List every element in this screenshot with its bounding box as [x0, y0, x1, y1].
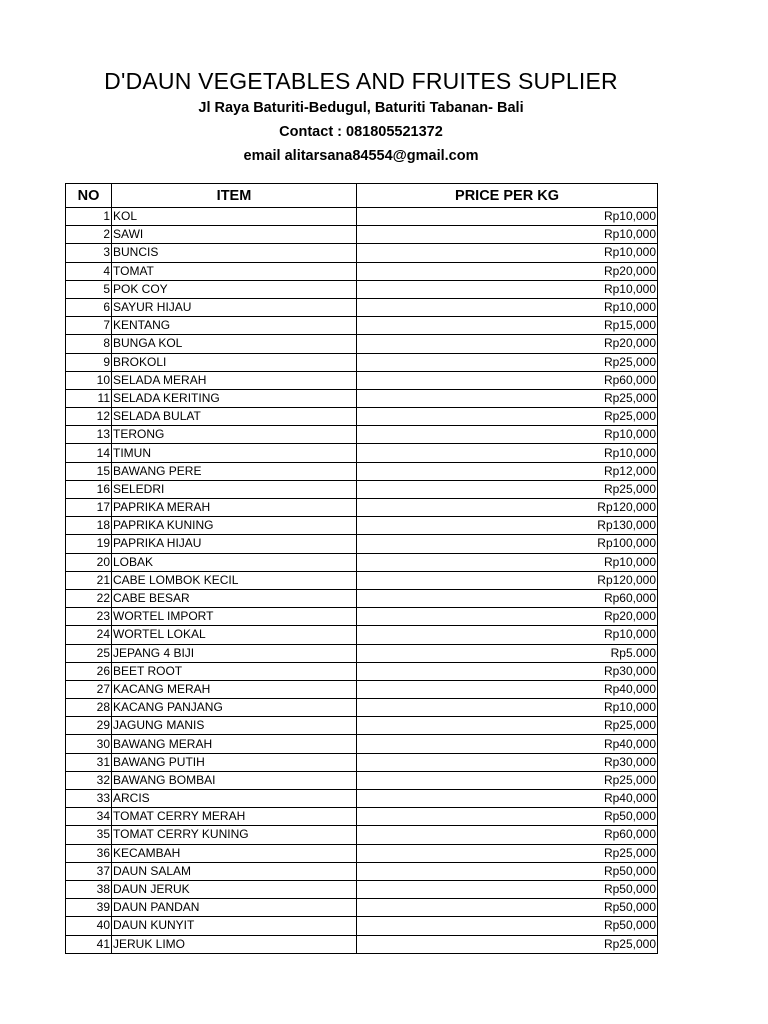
item-name-cell: BAWANG PERE	[112, 462, 357, 480]
item-name-cell: BROKOLI	[112, 353, 357, 371]
item-name-cell: BAWANG MERAH	[112, 735, 357, 753]
row-number-cell: 39	[66, 899, 112, 917]
item-name-cell: TOMAT CERRY MERAH	[112, 808, 357, 826]
row-number-cell: 38	[66, 880, 112, 898]
table-row	[66, 499, 658, 517]
row-number-cell: 28	[66, 699, 112, 717]
table-row	[66, 935, 658, 953]
table-row	[66, 844, 658, 862]
row-number-cell: 27	[66, 680, 112, 698]
item-name-cell: PAPRIKA KUNING	[112, 517, 357, 535]
table-row	[66, 408, 658, 426]
price-cell: Rp5.000	[357, 644, 658, 662]
row-number-cell: 25	[66, 644, 112, 662]
price-cell: Rp130,000	[357, 517, 658, 535]
table-row	[66, 444, 658, 462]
table-row	[66, 462, 658, 480]
table-row	[66, 517, 658, 535]
table-row	[66, 535, 658, 553]
table-row	[66, 717, 658, 735]
price-cell: Rp40,000	[357, 735, 658, 753]
table-row	[66, 753, 658, 771]
item-name-cell: KOL	[112, 208, 357, 226]
item-name-cell: KENTANG	[112, 317, 357, 335]
item-name-cell: ARCIS	[112, 790, 357, 808]
table-row	[66, 280, 658, 298]
price-cell: Rp60,000	[357, 589, 658, 607]
table-row	[66, 626, 658, 644]
table-row	[66, 244, 658, 262]
table-row	[66, 826, 658, 844]
item-name-cell: WORTEL LOKAL	[112, 626, 357, 644]
column-header-price: PRICE PER KG	[357, 184, 658, 208]
row-number-cell: 5	[66, 280, 112, 298]
price-cell: Rp50,000	[357, 862, 658, 880]
row-number-cell: 7	[66, 317, 112, 335]
price-cell: Rp50,000	[357, 880, 658, 898]
price-cell: Rp10,000	[357, 280, 658, 298]
table-row	[66, 298, 658, 316]
row-number-cell: 14	[66, 444, 112, 462]
item-name-cell: PAPRIKA MERAH	[112, 499, 357, 517]
table-row	[66, 553, 658, 571]
row-number-cell: 22	[66, 589, 112, 607]
table-row	[66, 226, 658, 244]
item-name-cell: CABE LOMBOK KECIL	[112, 571, 357, 589]
price-cell: Rp40,000	[357, 790, 658, 808]
item-name-cell: SELADA MERAH	[112, 371, 357, 389]
row-number-cell: 15	[66, 462, 112, 480]
document-title: D'DAUN VEGETABLES AND FRUITES SUPLIER	[104, 68, 618, 94]
table-row	[66, 371, 658, 389]
price-cell: Rp10,000	[357, 226, 658, 244]
table-row	[66, 644, 658, 662]
row-number-cell: 40	[66, 917, 112, 935]
table-row	[66, 917, 658, 935]
row-number-cell: 41	[66, 935, 112, 953]
table-row	[66, 699, 658, 717]
price-cell: Rp60,000	[357, 371, 658, 389]
price-cell: Rp10,000	[357, 626, 658, 644]
row-number-cell: 4	[66, 262, 112, 280]
table-row	[66, 571, 658, 589]
price-cell: Rp20,000	[357, 262, 658, 280]
item-name-cell: JERUK LIMO	[112, 935, 357, 953]
table-row	[66, 480, 658, 498]
item-name-cell: JAGUNG MANIS	[112, 717, 357, 735]
row-number-cell: 21	[66, 571, 112, 589]
row-number-cell: 3	[66, 244, 112, 262]
table-row	[66, 335, 658, 353]
table-row	[66, 353, 658, 371]
item-name-cell: LOBAK	[112, 553, 357, 571]
item-name-cell: TERONG	[112, 426, 357, 444]
table-row	[66, 771, 658, 789]
row-number-cell: 30	[66, 735, 112, 753]
item-name-cell: TIMUN	[112, 444, 357, 462]
price-cell: Rp25,000	[357, 844, 658, 862]
table-row	[66, 389, 658, 407]
table-row	[66, 662, 658, 680]
address-line: Jl Raya Baturiti-Bedugul, Baturiti Tabanan- Bali	[198, 100, 524, 116]
item-name-cell: TOMAT	[112, 262, 357, 280]
row-number-cell: 8	[66, 335, 112, 353]
item-name-cell: DAUN KUNYIT	[112, 917, 357, 935]
price-table	[65, 183, 658, 954]
row-number-cell: 35	[66, 826, 112, 844]
price-cell: Rp25,000	[357, 480, 658, 498]
email-line: email alitarsana84554@gmail.com	[243, 148, 479, 164]
row-number-cell: 18	[66, 517, 112, 535]
price-cell: Rp20,000	[357, 335, 658, 353]
row-number-cell: 26	[66, 662, 112, 680]
item-name-cell: SAYUR HIJAU	[112, 298, 357, 316]
price-cell: Rp30,000	[357, 753, 658, 771]
contact-line: Contact : 081805521372	[279, 124, 443, 140]
row-number-cell: 33	[66, 790, 112, 808]
price-cell: Rp120,000	[357, 571, 658, 589]
price-cell: Rp25,000	[357, 771, 658, 789]
table-row	[66, 262, 658, 280]
row-number-cell: 17	[66, 499, 112, 517]
price-cell: Rp30,000	[357, 662, 658, 680]
table-row	[66, 880, 658, 898]
price-cell: Rp50,000	[357, 808, 658, 826]
item-name-cell: BUNCIS	[112, 244, 357, 262]
table-row	[66, 589, 658, 607]
price-cell: Rp60,000	[357, 826, 658, 844]
price-cell: Rp25,000	[357, 717, 658, 735]
item-name-cell: DAUN PANDAN	[112, 899, 357, 917]
item-name-cell: SAWI	[112, 226, 357, 244]
price-cell: Rp25,000	[357, 353, 658, 371]
item-name-cell: BUNGA KOL	[112, 335, 357, 353]
row-number-cell: 13	[66, 426, 112, 444]
item-name-cell: BAWANG BOMBAI	[112, 771, 357, 789]
price-cell: Rp50,000	[357, 917, 658, 935]
item-name-cell: SELADA KERITING	[112, 389, 357, 407]
table-row	[66, 862, 658, 880]
item-name-cell: DAUN JERUK	[112, 880, 357, 898]
item-name-cell: SELADA BULAT	[112, 408, 357, 426]
row-number-cell: 1	[66, 208, 112, 226]
price-cell: Rp40,000	[357, 680, 658, 698]
table-body	[66, 208, 658, 954]
document-header	[0, 66, 722, 168]
row-number-cell: 9	[66, 353, 112, 371]
price-cell: Rp10,000	[357, 298, 658, 316]
price-cell: Rp10,000	[357, 553, 658, 571]
table-row	[66, 808, 658, 826]
row-number-cell: 29	[66, 717, 112, 735]
price-cell: Rp10,000	[357, 208, 658, 226]
table-row	[66, 790, 658, 808]
row-number-cell: 37	[66, 862, 112, 880]
table-row	[66, 317, 658, 335]
row-number-cell: 19	[66, 535, 112, 553]
column-header-item: ITEM	[112, 184, 357, 208]
row-number-cell: 36	[66, 844, 112, 862]
price-cell: Rp25,000	[357, 935, 658, 953]
column-header-no: NO	[66, 184, 112, 208]
price-cell: Rp10,000	[357, 426, 658, 444]
item-name-cell: BEET ROOT	[112, 662, 357, 680]
item-name-cell: WORTEL IMPORT	[112, 608, 357, 626]
price-cell: Rp50,000	[357, 899, 658, 917]
row-number-cell: 12	[66, 408, 112, 426]
item-name-cell: TOMAT CERRY KUNING	[112, 826, 357, 844]
price-cell: Rp10,000	[357, 699, 658, 717]
price-cell: Rp15,000	[357, 317, 658, 335]
table-row	[66, 899, 658, 917]
table-row	[66, 735, 658, 753]
row-number-cell: 34	[66, 808, 112, 826]
table-row	[66, 208, 658, 226]
price-cell: Rp100,000	[357, 535, 658, 553]
table-row	[66, 608, 658, 626]
item-name-cell: POK COY	[112, 280, 357, 298]
price-cell: Rp20,000	[357, 608, 658, 626]
price-cell: Rp12,000	[357, 462, 658, 480]
price-cell: Rp120,000	[357, 499, 658, 517]
item-name-cell: PAPRIKA HIJAU	[112, 535, 357, 553]
row-number-cell: 6	[66, 298, 112, 316]
row-number-cell: 24	[66, 626, 112, 644]
row-number-cell: 32	[66, 771, 112, 789]
row-number-cell: 23	[66, 608, 112, 626]
row-number-cell: 2	[66, 226, 112, 244]
item-name-cell: KECAMBAH	[112, 844, 357, 862]
item-name-cell: DAUN SALAM	[112, 862, 357, 880]
row-number-cell: 16	[66, 480, 112, 498]
item-name-cell: KACANG PANJANG	[112, 699, 357, 717]
table-header-row	[66, 184, 658, 208]
row-number-cell: 11	[66, 389, 112, 407]
table-row	[66, 426, 658, 444]
item-name-cell: CABE BESAR	[112, 589, 357, 607]
item-name-cell: KACANG MERAH	[112, 680, 357, 698]
row-number-cell: 31	[66, 753, 112, 771]
row-number-cell: 20	[66, 553, 112, 571]
table-row	[66, 680, 658, 698]
price-cell: Rp25,000	[357, 408, 658, 426]
item-name-cell: JEPANG 4 BIJI	[112, 644, 357, 662]
price-cell: Rp10,000	[357, 244, 658, 262]
price-cell: Rp25,000	[357, 389, 658, 407]
row-number-cell: 10	[66, 371, 112, 389]
item-name-cell: BAWANG PUTIH	[112, 753, 357, 771]
price-cell: Rp10,000	[357, 444, 658, 462]
item-name-cell: SELEDRI	[112, 480, 357, 498]
